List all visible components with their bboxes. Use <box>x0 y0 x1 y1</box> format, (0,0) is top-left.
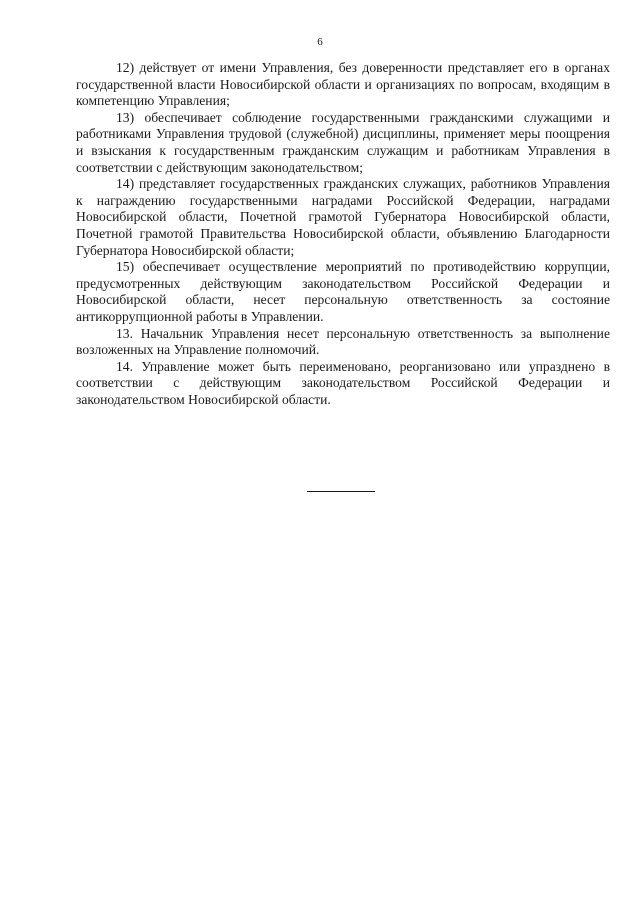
paragraph-item-12: 12) действует от имени Управления, без доверенности представляет его в органах государственной власти Новосибирской области и организациях по вопросам, входящим в компетенцию Управления; <box>76 60 610 109</box>
paragraph-item-13: 13) обеспечивает соблюдение государственными гражданскими служащими и работниками Управления трудовой (служебной) дисциплины, применяет меры поощрения и взыскания к государственным гражданским служащим и работникам Управления в соответствии с действующим законодательством; <box>76 109 610 175</box>
page-number: 6 <box>317 36 323 48</box>
end-of-document-rule <box>307 491 375 492</box>
document-body <box>76 60 610 408</box>
paragraph-item-15: 15) обеспечивает осуществление мероприятий по противодействию коррупции, предусмотренных действующим законодательством Российской Федерации и Новосибирской области, несет персональную ответственность за состояние антикоррупционной работы в Управлении. <box>76 259 610 324</box>
paragraph-section-13: 13. Начальник Управления несет персональную ответственность за выполнение возложенных на Управление полномочий. <box>76 325 610 358</box>
paragraph-item-14: 14) представляет государственных гражданских служащих, работников Управления к награждению государственными наградами Российской Федерации, наградами Новосибирской области, Почетной грамотой Губернатора Новосибирской области, Почетной грамотой Правительства Новосибирской области, объявлению Благодарности Губернатора Новосибирской области; <box>76 176 610 258</box>
paragraph-section-14: 14. Управление может быть переименовано, реорганизовано или упразднено в соответствии с действующим законодательством Российской Федерации и законодательством Новосибирской области. <box>76 358 610 407</box>
